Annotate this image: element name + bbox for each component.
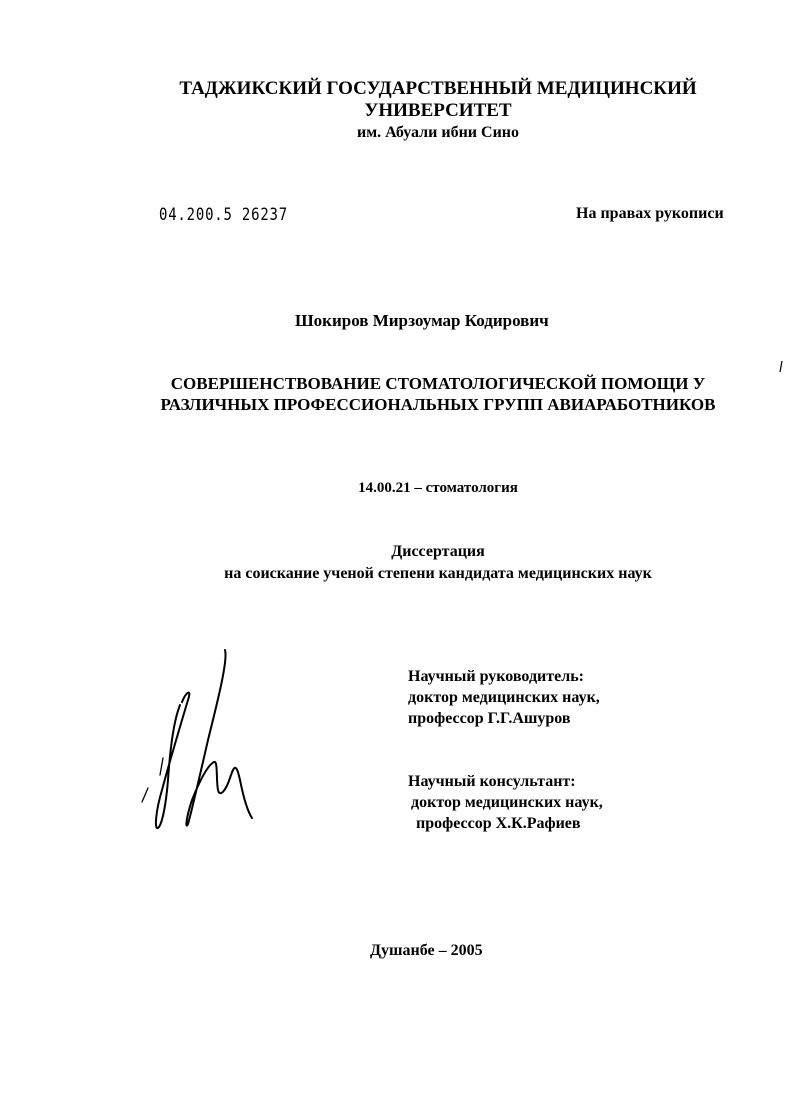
university-name: им. Абуали ибни Сино <box>356 124 520 141</box>
consultant-degree: доктор медицинских наук, <box>411 794 603 811</box>
title-line-1: СОВЕРШЕНСТВОВАНИЕ СТОМАТОЛОГИЧЕСКОЙ ПОМОЩИ У <box>170 374 706 393</box>
signature-image <box>130 640 270 840</box>
scientific-consultant <box>408 771 603 834</box>
author-name: Шокиров Мирзоумар Кодирович <box>295 311 549 330</box>
scientific-advisor <box>408 666 600 729</box>
consultant-role: Научный консультант: <box>408 773 576 790</box>
city-year: Душанбе – 2005 <box>370 942 483 959</box>
consultant-name: профессор Х.К.Рафиев <box>416 815 581 832</box>
dissertation-subheading: на соискание ученой степени кандидата медицинских наук <box>224 565 652 582</box>
specialty-code: 14.00.21 – стоматология <box>358 480 518 496</box>
dissertation-title <box>0 373 792 415</box>
advisor-name: профессор Г.Г.Ашуров <box>408 710 571 727</box>
title-line-2: РАЗЛИЧНЫХ ПРОФЕССИОНАЛЬНЫХ ГРУПП АВИАРАБОТНИКОВ <box>160 395 716 414</box>
university-line-1: ТАДЖИКСКИЙ ГОСУДАРСТВЕННЫЙ МЕДИЦИНСКИЙ <box>179 78 697 99</box>
advisor-role: Научный руководитель: <box>408 668 584 685</box>
registration-number: 04.200.5 26237 <box>159 205 288 225</box>
university-heading <box>0 78 792 122</box>
advisor-degree: доктор медицинских наук, <box>408 689 600 706</box>
stray-mark <box>778 360 784 374</box>
university-line-2: УНИВЕРСИТЕТ <box>364 100 512 121</box>
rights-note: На правах рукописи <box>576 205 724 222</box>
dissertation-heading: Диссертация <box>391 543 485 560</box>
